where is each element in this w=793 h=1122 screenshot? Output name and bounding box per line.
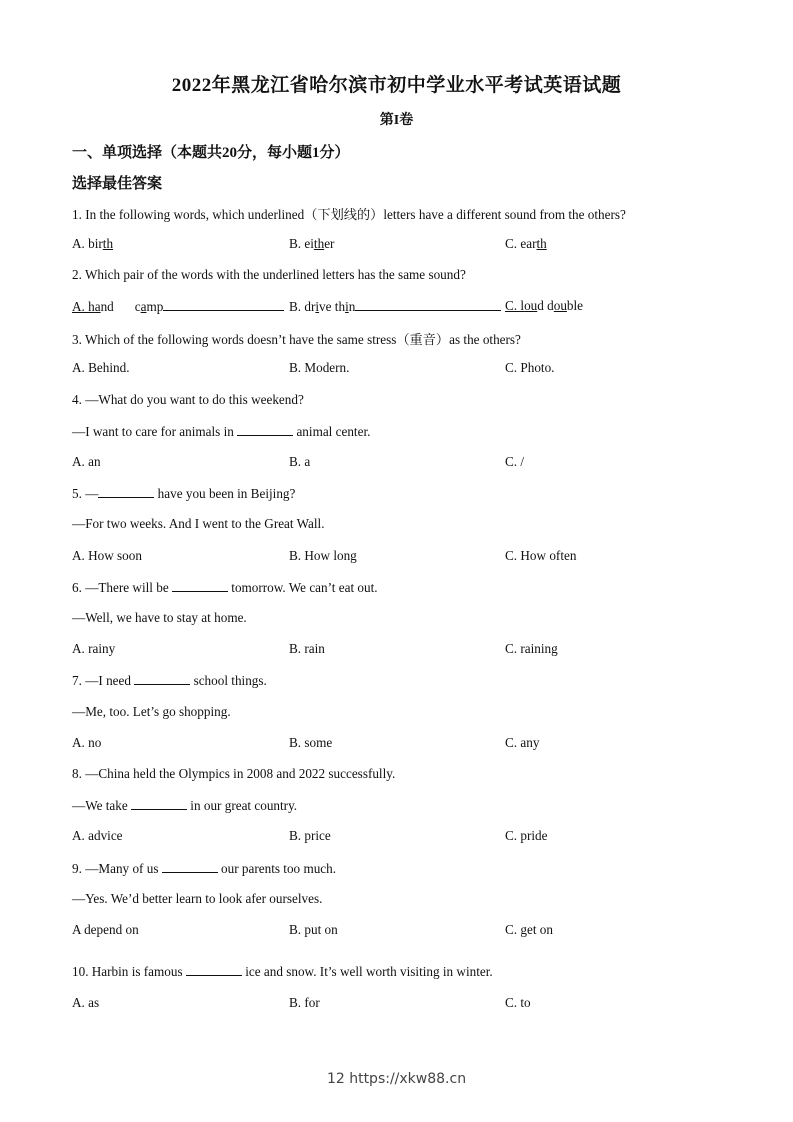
question-7-line-1: 7. —I need school things. <box>72 673 267 688</box>
question-8-option-a: A. advice <box>72 828 123 843</box>
page-title: 2022年黑龙江省哈尔滨市初中学业水平考试英语试题 <box>171 75 622 96</box>
question-9-option-c: C. get on <box>505 922 553 937</box>
question-5-option-c: C. How often <box>505 548 577 563</box>
question-3-option-a: A. Behind. <box>72 360 130 375</box>
answer-blank <box>134 672 190 685</box>
question-6-option-a: A. rainy <box>72 641 116 656</box>
question-6-option-c: C. raining <box>505 641 558 656</box>
question-9-option-b: B. put on <box>289 922 338 937</box>
question-2-stem: 2. Which pair of the words with the underlined letters has the same sound? <box>72 267 466 282</box>
question-10-option-c: C. to <box>505 995 531 1010</box>
question-7-line-2: —Me, too. Let’s go shopping. <box>72 704 231 719</box>
question-4-option-a: A. an <box>72 454 101 469</box>
question-3-option-c: C. Photo. <box>505 360 555 375</box>
subsection-title: 选择最佳答案 <box>72 176 163 192</box>
question-8-line-2: —We take in our great country. <box>72 798 298 813</box>
section-title: 一、单项选择（本题共20分，每小题1分） <box>72 145 350 161</box>
question-9-line-2: —Yes. We’d better learn to look afer ourselves. <box>72 891 323 906</box>
volume-label: 第I卷 <box>379 113 414 128</box>
question-6-line-1: 6. —There will be tomorrow. We can’t eat out. <box>72 580 378 595</box>
answer-blank <box>237 423 293 436</box>
question-3-stem: 3. Which of the following words doesn’t have the same stress（重音）as the others? <box>72 332 521 347</box>
question-4-line-1: 4. —What do you want to do this weekend? <box>72 392 304 407</box>
question-8-line-1: 8. —China held the Olympics in 2008 and 2022 successfully. <box>72 766 396 781</box>
question-1-option-a: A. birth <box>72 236 114 251</box>
answer-blank <box>186 963 242 976</box>
question-2-option-b: B. drive thin <box>289 298 501 315</box>
question-5-option-a: A. How soon <box>72 548 142 563</box>
question-8-option-c: C. pride <box>505 828 548 843</box>
question-1-stem: 1. In the following words, which underlined（下划线的）letters have a different sound from the others? <box>72 207 626 222</box>
page-footer: 12 https://xkw88.cn <box>326 1071 467 1087</box>
answer-blank <box>98 485 154 498</box>
question-5-option-b: B. How long <box>289 548 357 563</box>
question-7-option-c: C. any <box>505 735 540 750</box>
question-8-option-b: B. price <box>289 828 331 843</box>
question-10-option-b: B. for <box>289 995 320 1010</box>
question-6-line-2: —Well, we have to stay at home. <box>72 610 247 625</box>
question-4-line-2: —I want to care for animals in animal center. <box>72 424 371 439</box>
question-1-option-c: C. earth <box>505 236 547 251</box>
answer-blank <box>131 797 187 810</box>
question-7-option-a: A. no <box>72 735 102 750</box>
question-7-option-b: B. some <box>289 735 333 750</box>
question-5-line-2: —For two weeks. And I went to the Great Wall. <box>72 516 325 531</box>
question-9-option-a: A depend on <box>72 922 139 937</box>
question-5-line-1: 5. — have you been in Beijing? <box>72 486 296 501</box>
question-10-option-a: A. as <box>72 995 100 1010</box>
question-1-option-b: B. either <box>289 236 335 251</box>
question-4-option-c: C. / <box>505 454 525 469</box>
answer-blank <box>162 860 218 873</box>
question-6-option-b: B. rain <box>289 641 325 656</box>
question-4-option-b: B. a <box>289 454 311 469</box>
question-2-option-c: C. loud double <box>505 298 584 313</box>
question-10-line-1: 10. Harbin is famous ice and snow. It’s well worth visiting in winter. <box>72 964 493 979</box>
question-3-option-b: B. Modern. <box>289 360 350 375</box>
answer-blank <box>172 579 228 592</box>
question-9-line-1: 9. —Many of us our parents too much. <box>72 861 337 876</box>
question-2-option-a: A. hand camp <box>72 298 284 315</box>
